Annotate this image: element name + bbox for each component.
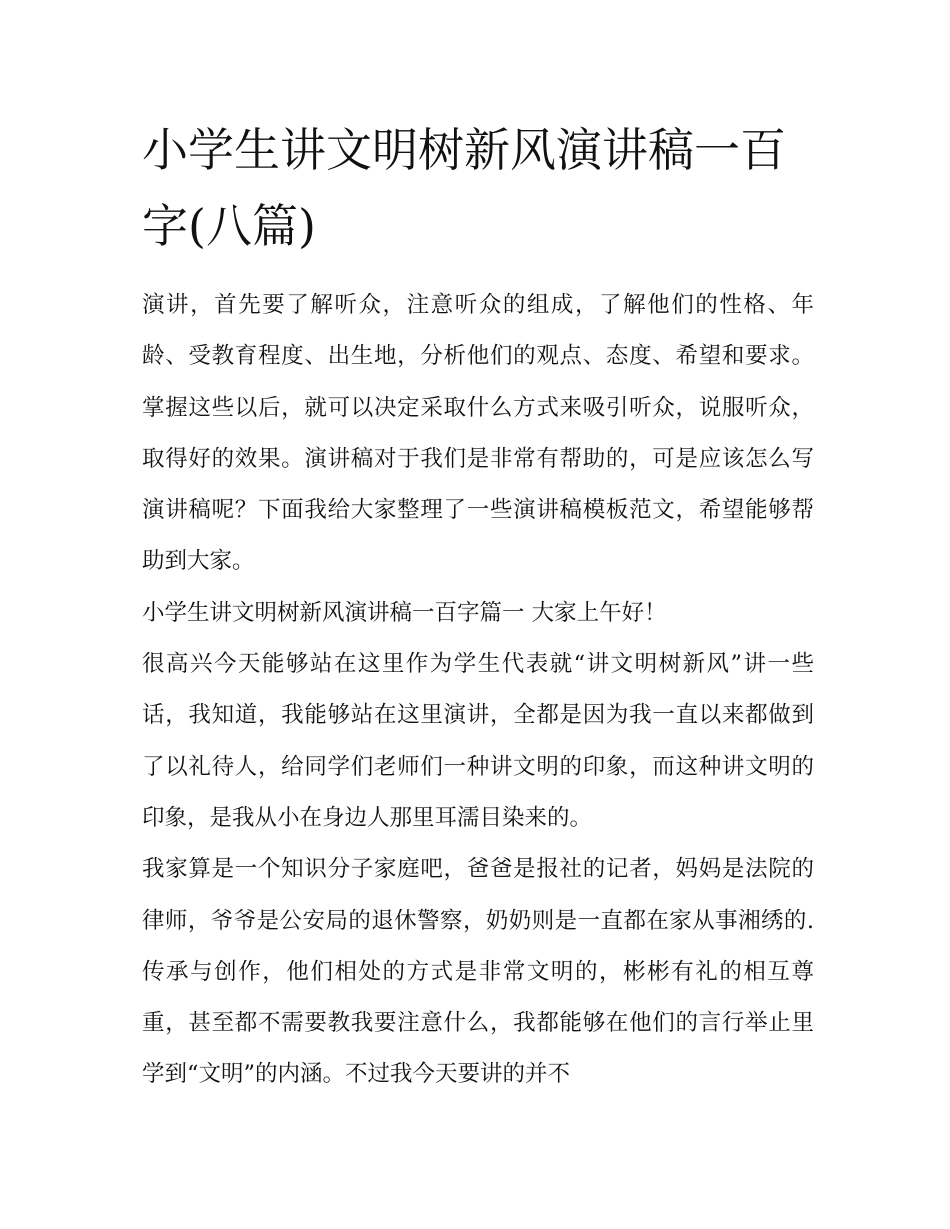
paragraph-body-1: 很高兴今天能够站在这里作为学生代表就“讲文明树新风”讲一些话，我知道，我能够站在这里演讲，全都是因为我一直以来都做到了以礼待人，给同学们老师们一种讲文明的印象，而这种讲文明的印象，是我从小在身边人那里耳濡目染来的。 (142, 651, 814, 831)
document-body (142, 280, 814, 1101)
paragraph-body-2: 我家算是一个知识分子家庭吧，爸爸是报社的记者，妈妈是法院的律师，爷爷是公安局的退休警察，奶奶则是一直都在家从事湘绣的.传承与创作，他们相处的方式是非常文明的，彬彬有礼的相互尊重，甚至都不需要教我要注意什么，我都能够在他们的言行举止里学到“文明”的内涵。不过我今天要讲的并不 (142, 856, 814, 1088)
paragraph-section-heading: 小学生讲文明树新风演讲稿一百字篇一 大家上午好！ (142, 599, 667, 626)
document-title: 小学生讲文明树新风演讲稿一百字(八篇) (142, 123, 786, 253)
paragraph-intro: 演讲，首先要了解听众，注意听众的组成，了解他们的性格、年龄、受教育程度、出生地，分析他们的观点、态度、希望和要求。掌握这些以后，就可以决定采取什么方式来吸引听众，说服听众，取得好的效果。演讲稿对于我们是非常有帮助的，可是应该怎么写演讲稿呢？下面我给大家整理了一些演讲稿模板范文，希望能够帮助到大家。 (142, 292, 814, 575)
